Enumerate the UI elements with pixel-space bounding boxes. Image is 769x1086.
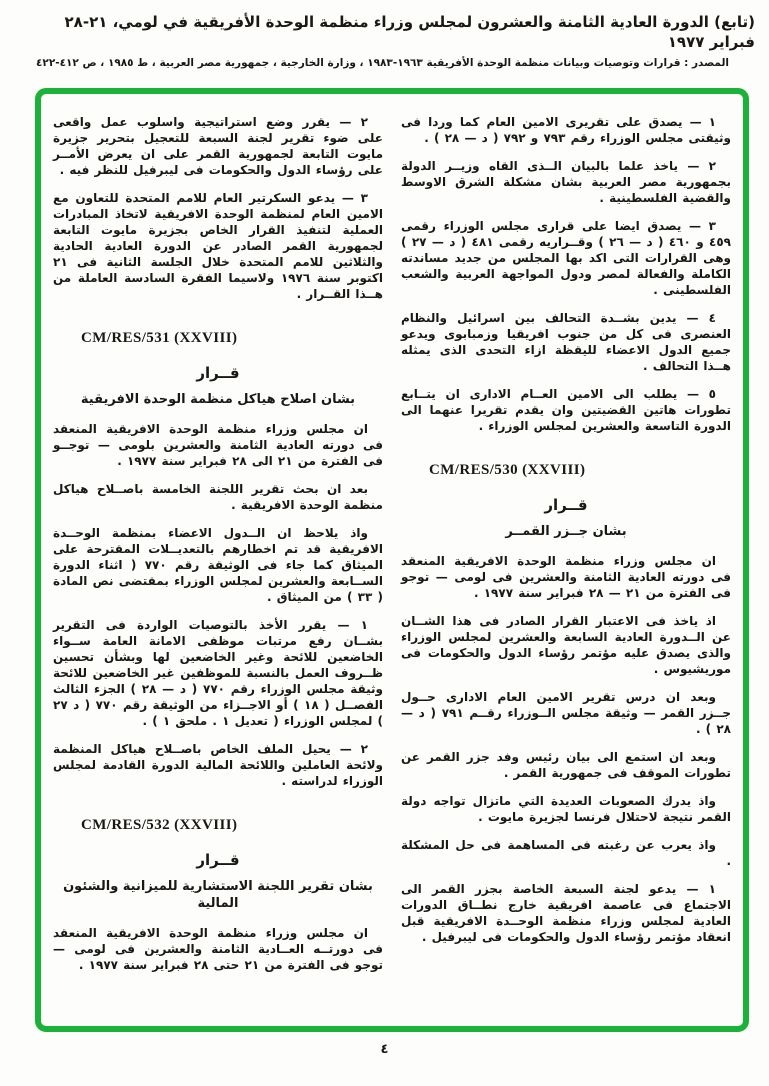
resolution-paragraph: ان مجلس وزراء منظمة الوحدة الافريقية المنعقد فى دورتــه العــادية الثامنة والعشرين فى لومى — توجو فى الفترة من ٢١ حتى ٢٨ فبراير سنة ١٩٧٧ . [53, 926, 383, 972]
page-header [0, 0, 769, 70]
resolution-paragraph: ٢ — يقرر وضع استراتيجية واسلوب عمل واقعى على ضوء تقرير لجنة السبعة للتعجيل بتحرير جزيرة مايوت التابعة لجمهورية القمر على ان يعرض الأمــر على رؤساء الدول والحكومات فى ليبرفيل للنظر فيه . [53, 115, 383, 177]
resolution-paragraph: بعد ان بحث تقرير اللجنة الخامسة باصــلاح هياكل منظمة الوحدة الافريقية . [53, 482, 383, 512]
qarar-heading: قــرار [196, 364, 240, 382]
header-source-line: المصدر : قرارات وتوصيات وبيانات منظمة الوحدة الأفريقية ١٩٦٣-١٩٨٣ ، وزارة الخارجية ، جمهورية مصر العربية ، ط ١٩٨٥ ، ص ٤١٢-٤٢٢ [36, 57, 729, 69]
resolution-subject: بشان تقرير اللجنة الاستشارية للميزانية والشئون المالية [63, 879, 373, 911]
resolution-paragraph: واذ يلاحظ ان الــدول الاعضاء بمنظمة الوحــدة الافريقية قد تم اخطارهم بالتعديــلات المقترحة على الميثاق كما جاء فى الوثيقة رقم ٧٧٠ ( اثناء الدورة الســابعة والعشرين لمجلس الوزراء بمقتضى نص المادة ( ٣٣ ) من الميثاق . [53, 526, 383, 604]
qarar-heading: قــرار [196, 851, 240, 869]
two-column-text-area [53, 110, 731, 1020]
resolution-paragraph: ٢ — ياخذ علما بالبيان الــذى القاه وزيــر الدولة بجمهورية مصر العربية بشان مشكلة الشرق الاوسط والقضية الفلسطينية . [401, 159, 731, 205]
resolution-subject: بشان جــزر القمــر [505, 524, 627, 539]
qarar-heading: قــرار [544, 496, 588, 514]
resolution-paragraph: ١ — يصدق على تقريرى الامين العام كما وردا فى وثيقتى مجلس الوزراء رقم ٧٩٣ و ٧٩٢ ( د — ٢٨ ) . [401, 115, 731, 145]
resolution-paragraph: ٣ — يصدق ايضا على قرارى مجلس الوزراء رقمى ٤٥٩ و ٤٦٠ ( د — ٢٦ ) وقــراريه رقمى ٤٨١ ( د — ٢٧ ) وهى القرارات التى اكد بها المجلس من جديد مساندته الكاملة والفعالة لمصر ودول المواجهة العربية والشعب الفلسطينى . [401, 219, 731, 297]
resolution-paragraph: ان مجلس وزراء منظمة الوحدة الافريقية المنعقد فى دورته العادية الثامنة والعشرين فى لومى — توجو فى الفترة من ٢١ — ٢٨ فبراير سنة ١٩٧٧ . [401, 554, 731, 600]
resolution-paragraph: ١ — يقرر الأخذ بالتوصيات الواردة فى التقرير بشــان رفع مرتبات موظفى الامانة العامة ســواء الخاضعين للائحة وغير الخاضعين لها وبشأن تحسين ظــروف العمل بالنسبة للموظفين غير الخاضعين للائحة وثيقة مجلس الوزراء رقم ٧٧٠ ( د — ٢٨ ) الجزء الثالث الفصــل ( ١٨ ) أو الاجــزاء من الوثيقة رقم ٧٧٠ ( د ٢٧ ) لمجلس الوزراء ( تعديل ١ . ملحق ١ ) . [53, 618, 383, 728]
page-number: ٤ [380, 1042, 389, 1057]
resolution-paragraph: وبعد ان درس تقرير الامين العام الادارى حــول جــزر القمر — وثيقة مجلس الــوزراء رقــم ٧٩١ ( د — ٢٨ ) . [401, 690, 731, 736]
resolution-code: CM/RES/532 (XXVIII) [81, 817, 238, 833]
resolution-paragraph: ان مجلس وزراء منظمة الوحدة الافريقية المنعقد فى دورته العادية الثامنة والعشرين بلومى — توجــو فى الفترة من ٢١ الى ٢٨ فبراير سنة ١٩٧٧ . [53, 422, 383, 468]
resolution-code: CM/RES/531 (XXVIII) [81, 330, 238, 346]
resolution-paragraph: ٢ — يحيل الملف الخاص باصــلاح هياكل المنظمة ولائحة العاملين واللائحة المالية الدورة القادمة لمجلس الوزراء لدراسته . [53, 742, 383, 788]
resolution-paragraph: واذ يدرك الصعوبات العديدة التي ماتزال تواجه دولة القمر نتيجة لاحتلال فرنسا لجزيرة مايوت . [401, 794, 731, 824]
resolution-paragraph: ١ — يدعو لجنة السبعة الخاصة بجزر القمر الى الاجتماع فى عاصمة افريقية خارج نطــاق الدورات العادية لمجلس وزراء منظمة الوحــدة الافريقية قبل انعقاد مؤتمر رؤساء الدول والحكومات فى ليبرفيل . [401, 882, 731, 944]
resolution-paragraph: اذ ياخذ فى الاعتبار القرار الصادر فى هذا الشــان عن الــدورة العادية السابعة والعشرين لمجلس الوزراء والذى يصدق عليه مؤتمر رؤساء الدول والحكومات فى موريشيوس . [401, 614, 731, 676]
resolution-paragraph: ٥ — يطلب الى الامين العــام الادارى ان يتــابع تطورات هاتين القضيتين وان يقدم تقريرا عنهما الى الدورة التاسعة والعشرين لمجلس الوزراء . [401, 387, 731, 433]
resolution-paragraph: ٤ — يدين بشــدة التحالف بين اسرائيل والنظام العنصرى فى كل من جنوب افريقيا وزمبابوى ويدعو جميع الدول الاعضاء لليقظة ازاء التحدى الذى يمثله هــذا التحالف . [401, 311, 731, 373]
column-left [53, 110, 383, 973]
resolution-paragraph: ٣ — يدعو السكرتير العام للامم المتحدة للتعاون مع الامين العام لمنظمة الوحدة الافريقية لاتخاذ المبادرات العملية لتنفيذ القرار الخاص بجزيرة مايوت التابعة لجمهورية القمر الصادر عن الدورة العادية الحادية والثلاثين للامم المتحدة خلال الجلسة الثانية فى ٢١ اكتوبر سنة ١٩٧٦ ولاسيما الفقرة السادسة العاملة من هــذا القــرار . [53, 191, 383, 301]
resolution-subject: بشان اصلاح هياكل منظمة الوحدة الافريقية [80, 392, 356, 407]
resolution-paragraph: وبعد ان استمع الى بيان رئيس وفد جزر القمر عن تطورات الموقف فى جمهورية القمر . [401, 750, 731, 780]
green-border-frame [35, 88, 749, 1032]
column-right [401, 110, 731, 945]
resolution-paragraph: واذ يعرب عن رغبته فى المساهمة فى حل المشكلة . [401, 838, 731, 868]
resolution-code: CM/RES/530 (XXVIII) [429, 462, 586, 478]
header-session-title: (تابع) الدورة العادية الثامنة والعشرون لمجلس وزراء منظمة الوحدة الأفريقية في لومي، ٢١-٢٨ فبراير ١٩٧٧ [64, 13, 755, 51]
